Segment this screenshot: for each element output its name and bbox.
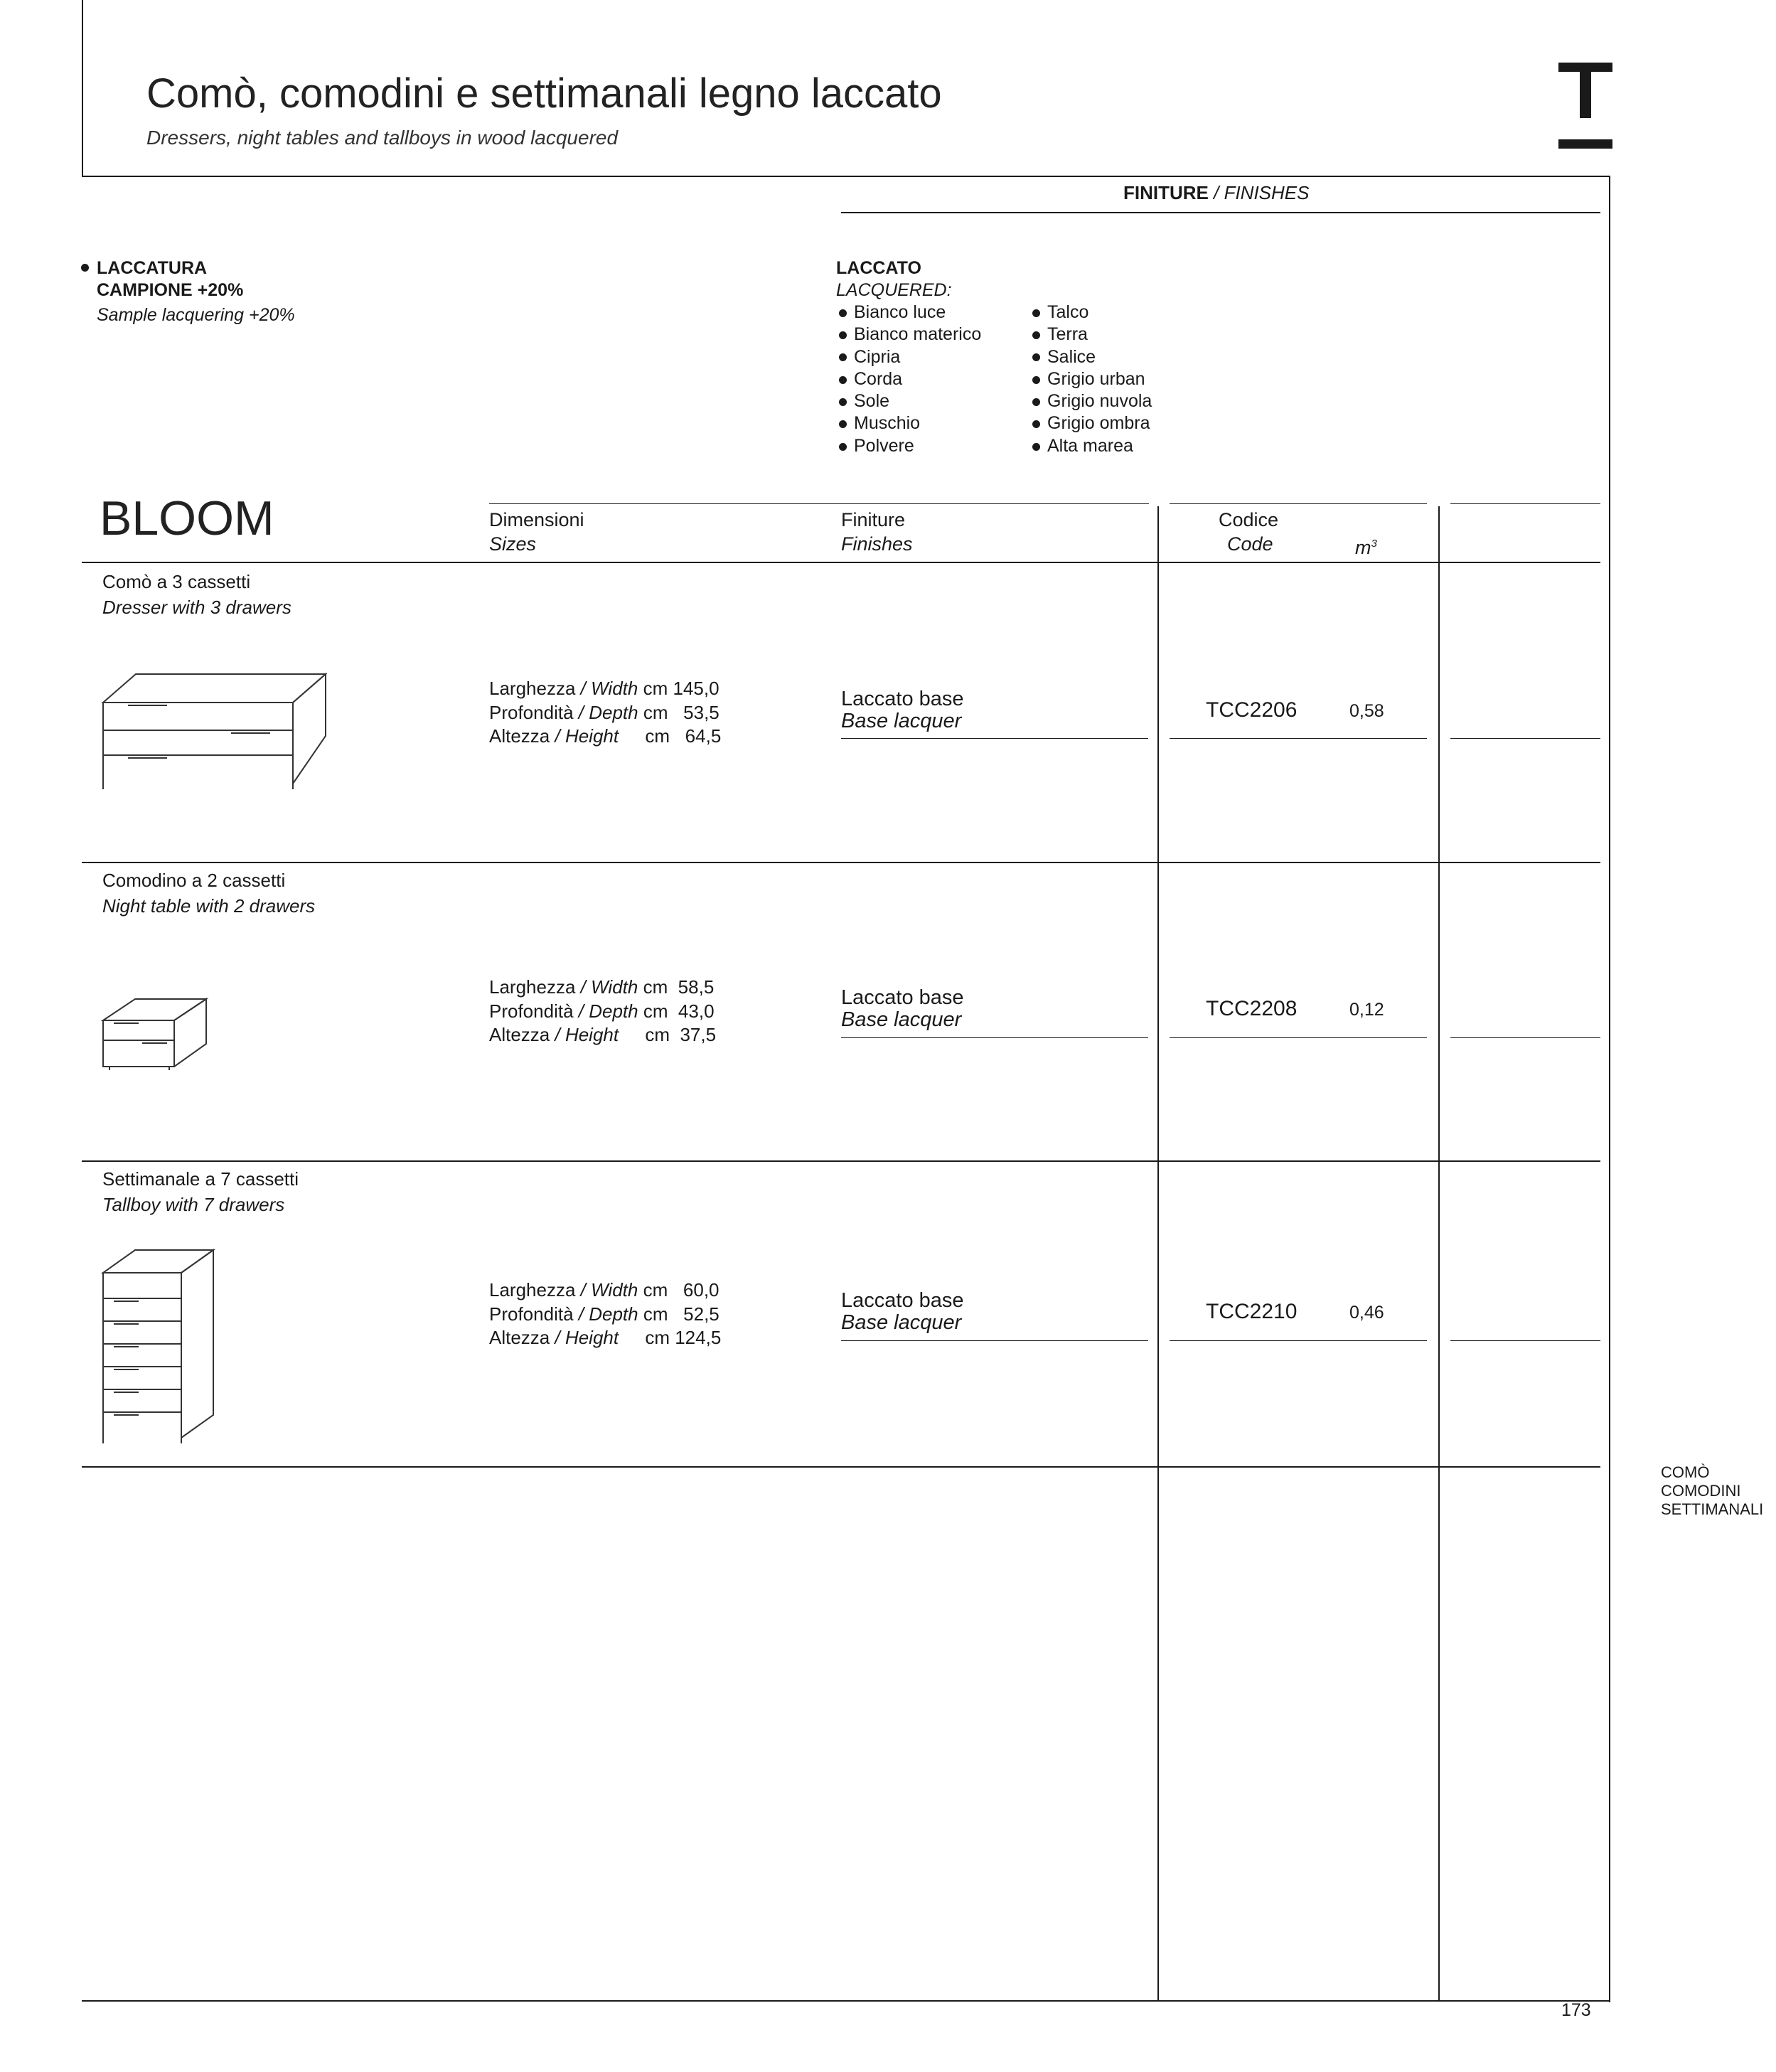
- product-name-en: Tallboy with 7 drawers: [102, 1194, 285, 1215]
- night-table-drawing: [100, 995, 213, 1074]
- left-frame-top: [82, 0, 83, 176]
- code-rule: [1170, 1037, 1427, 1038]
- list-item: Cipria: [839, 346, 981, 368]
- header-bottom-rule: [82, 176, 1610, 177]
- finishes-rule: [841, 212, 1600, 213]
- note-line-2: CAMPIONE +20%: [97, 280, 244, 300]
- sample-lacquering-note: [97, 257, 295, 326]
- list-item: Corda: [839, 368, 981, 390]
- header-top-rule: [489, 503, 1149, 504]
- code-rule: [1170, 738, 1427, 739]
- code-rule: [1170, 1340, 1427, 1341]
- product-dimensions: Larghezza / Width cm 60,0 Profondità / Depth cm 52,5 Altezza / Height cm 124,5: [489, 1279, 722, 1348]
- lacquer-colors-col2: [1032, 301, 1152, 457]
- extra-rule: [1450, 1037, 1600, 1038]
- table-row: [102, 569, 291, 620]
- finish-rule: [841, 1037, 1148, 1038]
- note-line-3: Sample lacquering +20%: [97, 305, 295, 325]
- brand-name: BLOOM: [100, 491, 274, 545]
- header-top-rule: [1450, 503, 1600, 504]
- product-finish: Laccato base Base lacquer: [841, 986, 964, 1031]
- product-volume: 0,46: [1349, 1303, 1384, 1323]
- list-item: Grigio ombra: [1032, 412, 1152, 434]
- product-finish: Laccato base Base lacquer: [841, 688, 964, 732]
- sizes-header: Dimensioni Sizes: [489, 509, 584, 555]
- note-line-1: LACCATURA: [97, 258, 208, 278]
- lacquered-block: [836, 257, 952, 301]
- note-bullet-icon: [81, 264, 89, 272]
- lacquered-subtitle: LACQUERED:: [836, 280, 952, 300]
- volume-header: $m^3$: [1355, 537, 1377, 558]
- extra-rule: [1450, 738, 1600, 739]
- code-header: Codice Code: [1219, 509, 1279, 555]
- product-dimensions: Larghezza / Width cm 145,0 Profondità / Depth cm 53,5 Altezza / Height cm 64,5: [489, 678, 722, 747]
- page-title: Comò, comodini e settimanali legno laccato: [146, 70, 942, 117]
- page-subtitle: Dressers, night tables and tallboys in wood lacquered: [146, 127, 619, 149]
- product-volume: 0,12: [1349, 1000, 1384, 1020]
- product-name-it: Comodino a 2 cassetti: [102, 870, 286, 891]
- list-item: Grigio nuvola: [1032, 390, 1152, 412]
- product-code: TCC2208: [1206, 997, 1298, 1020]
- row-separator: [82, 1160, 1600, 1162]
- finishes-header: Finiture Finishes: [841, 509, 913, 555]
- list-item: Polvere: [839, 435, 981, 457]
- product-finish: Laccato base Base lacquer: [841, 1289, 964, 1334]
- list-item: Grigio urban: [1032, 368, 1152, 390]
- code-column-right-line: [1438, 506, 1440, 2001]
- row-separator: [82, 1466, 1600, 1468]
- finishes-heading: [1123, 182, 1309, 204]
- page-number: 173: [1561, 2000, 1591, 2020]
- page-bottom-rule: [82, 2000, 1610, 2002]
- list-item: Talco: [1032, 301, 1152, 324]
- list-item: Alta marea: [1032, 435, 1152, 457]
- right-frame: [1609, 176, 1610, 2002]
- finish-rule: [841, 738, 1148, 739]
- product-volume: 0,58: [1349, 701, 1384, 721]
- product-name-it: Comò a 3 cassetti: [102, 571, 251, 592]
- section-letter-icon: [1558, 63, 1612, 151]
- header-top-rule: [1170, 503, 1427, 504]
- finish-rule: [841, 1340, 1148, 1341]
- list-item: Salice: [1032, 346, 1152, 368]
- dresser-drawing: [100, 668, 327, 789]
- finishes-heading-bold: FINITURE: [1123, 182, 1209, 203]
- table-row: [102, 867, 315, 919]
- row-separator: [82, 862, 1600, 863]
- finishes-heading-italic: / FINISHES: [1214, 182, 1310, 203]
- code-column-left-line: [1157, 506, 1159, 2001]
- product-name-it: Settimanale a 7 cassetti: [102, 1168, 299, 1190]
- table-header-rule: [82, 562, 1600, 563]
- product-name-en: Dresser with 3 drawers: [102, 597, 291, 618]
- product-dimensions: Larghezza / Width cm 58,5 Profondità / Depth cm 43,0 Altezza / Height cm 37,5: [489, 976, 717, 1045]
- product-code: TCC2206: [1206, 698, 1298, 722]
- product-code: TCC2210: [1206, 1300, 1298, 1323]
- tallboy-drawing: [100, 1244, 220, 1443]
- side-section-tab[interactable]: COMÒ COMODINI SETTIMANALI: [1661, 1463, 1764, 1518]
- lacquered-title: LACCATO: [836, 258, 921, 278]
- table-row: [102, 1166, 299, 1217]
- list-item: Bianco materico: [839, 324, 981, 346]
- list-item: Sole: [839, 390, 981, 412]
- extra-rule: [1450, 1340, 1600, 1341]
- product-name-en: Night table with 2 drawers: [102, 895, 316, 917]
- list-item: Bianco luce: [839, 301, 981, 324]
- list-item: Terra: [1032, 324, 1152, 346]
- lacquer-colors-col1: [839, 301, 981, 457]
- list-item: Muschio: [839, 412, 981, 434]
